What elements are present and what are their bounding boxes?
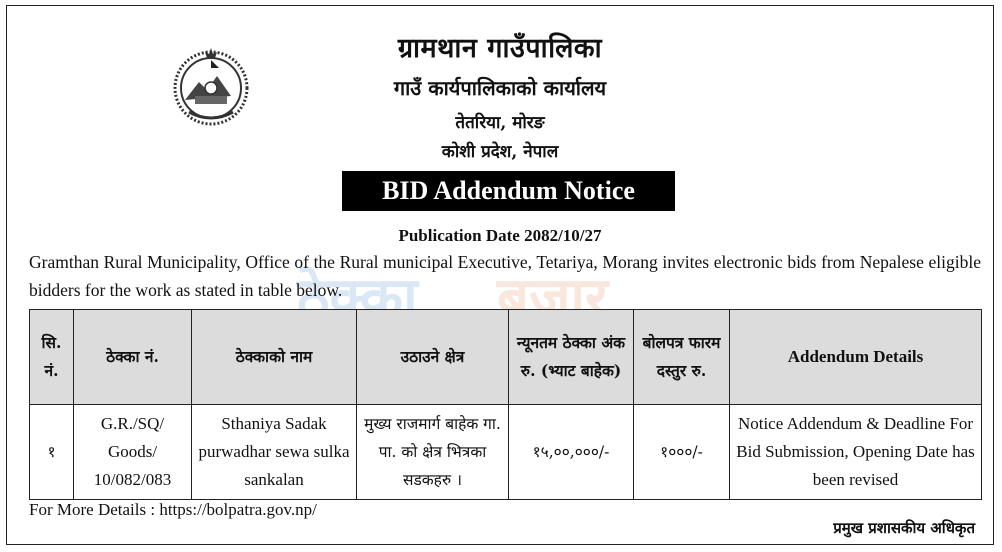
office-location: तेतरिया, मोरङ [455, 113, 545, 133]
cell-addendum-details: Notice Addendum & Deadline For Bid Submission, Opening Date has been revised [730, 405, 982, 500]
more-details-link[interactable]: For More Details : https://bolpatra.gov.np/ [29, 500, 317, 519]
bid-table [29, 309, 982, 500]
col-header-contract-name: ठेक्काको नाम [192, 310, 357, 405]
municipality-name: ग्रामथान गाउँपालिका [397, 33, 603, 64]
publication-date: Publication Date 2082/10/27 [398, 226, 602, 245]
intro-paragraph: Gramthan Rural Municipality, Office of the Rural municipal Executive, Tetariya, Morang invites electronic bids from Nepalese eligible bidders for the work as stated in table below. [29, 252, 981, 300]
watermark-part-2: बजार [497, 266, 608, 331]
col-header-min-amount: न्यूनतम ठेक्का अंक रु. (भ्याट बाहेक) [509, 310, 634, 405]
table-header-row [30, 310, 982, 405]
col-header-collection-area: उठाउने क्षेत्र [357, 310, 509, 405]
cell-form-fee: १०००/- [634, 405, 730, 500]
cell-collection-area: मुख्य राजमार्ग बाहेक गा. पा. को क्षेत्र भित्रका सडकहरु । [357, 405, 509, 500]
col-header-form-fee: बोलपत्र फारम दस्तुर रु. [634, 310, 730, 405]
col-header-addendum-details: Addendum Details [730, 310, 982, 405]
cell-sn: १ [30, 405, 74, 500]
col-header-sn: सि. नं. [30, 310, 74, 405]
table-row [30, 405, 982, 500]
province-country: कोशी प्रदेश, नेपाल [441, 142, 559, 162]
notice-title: BID Addendum Notice [342, 171, 675, 211]
signatory-title: प्रमुख प्रशासकीय अधिकृत [833, 519, 975, 537]
cell-contract-no: G.R./SQ/ Goods/ 10/082/083 [74, 405, 192, 500]
notice-frame [6, 5, 994, 545]
office-name: गाउँ कार्यपालिकाको कार्यालय [393, 76, 607, 100]
cell-contract-name: Sthaniya Sadak purwadhar sewa sulka sankalan [192, 405, 357, 500]
col-header-contract-no: ठेक्का नं. [74, 310, 192, 405]
cell-min-amount: १५,००,०००/- [509, 405, 634, 500]
watermark-part-1: ठेक्का [297, 266, 418, 331]
